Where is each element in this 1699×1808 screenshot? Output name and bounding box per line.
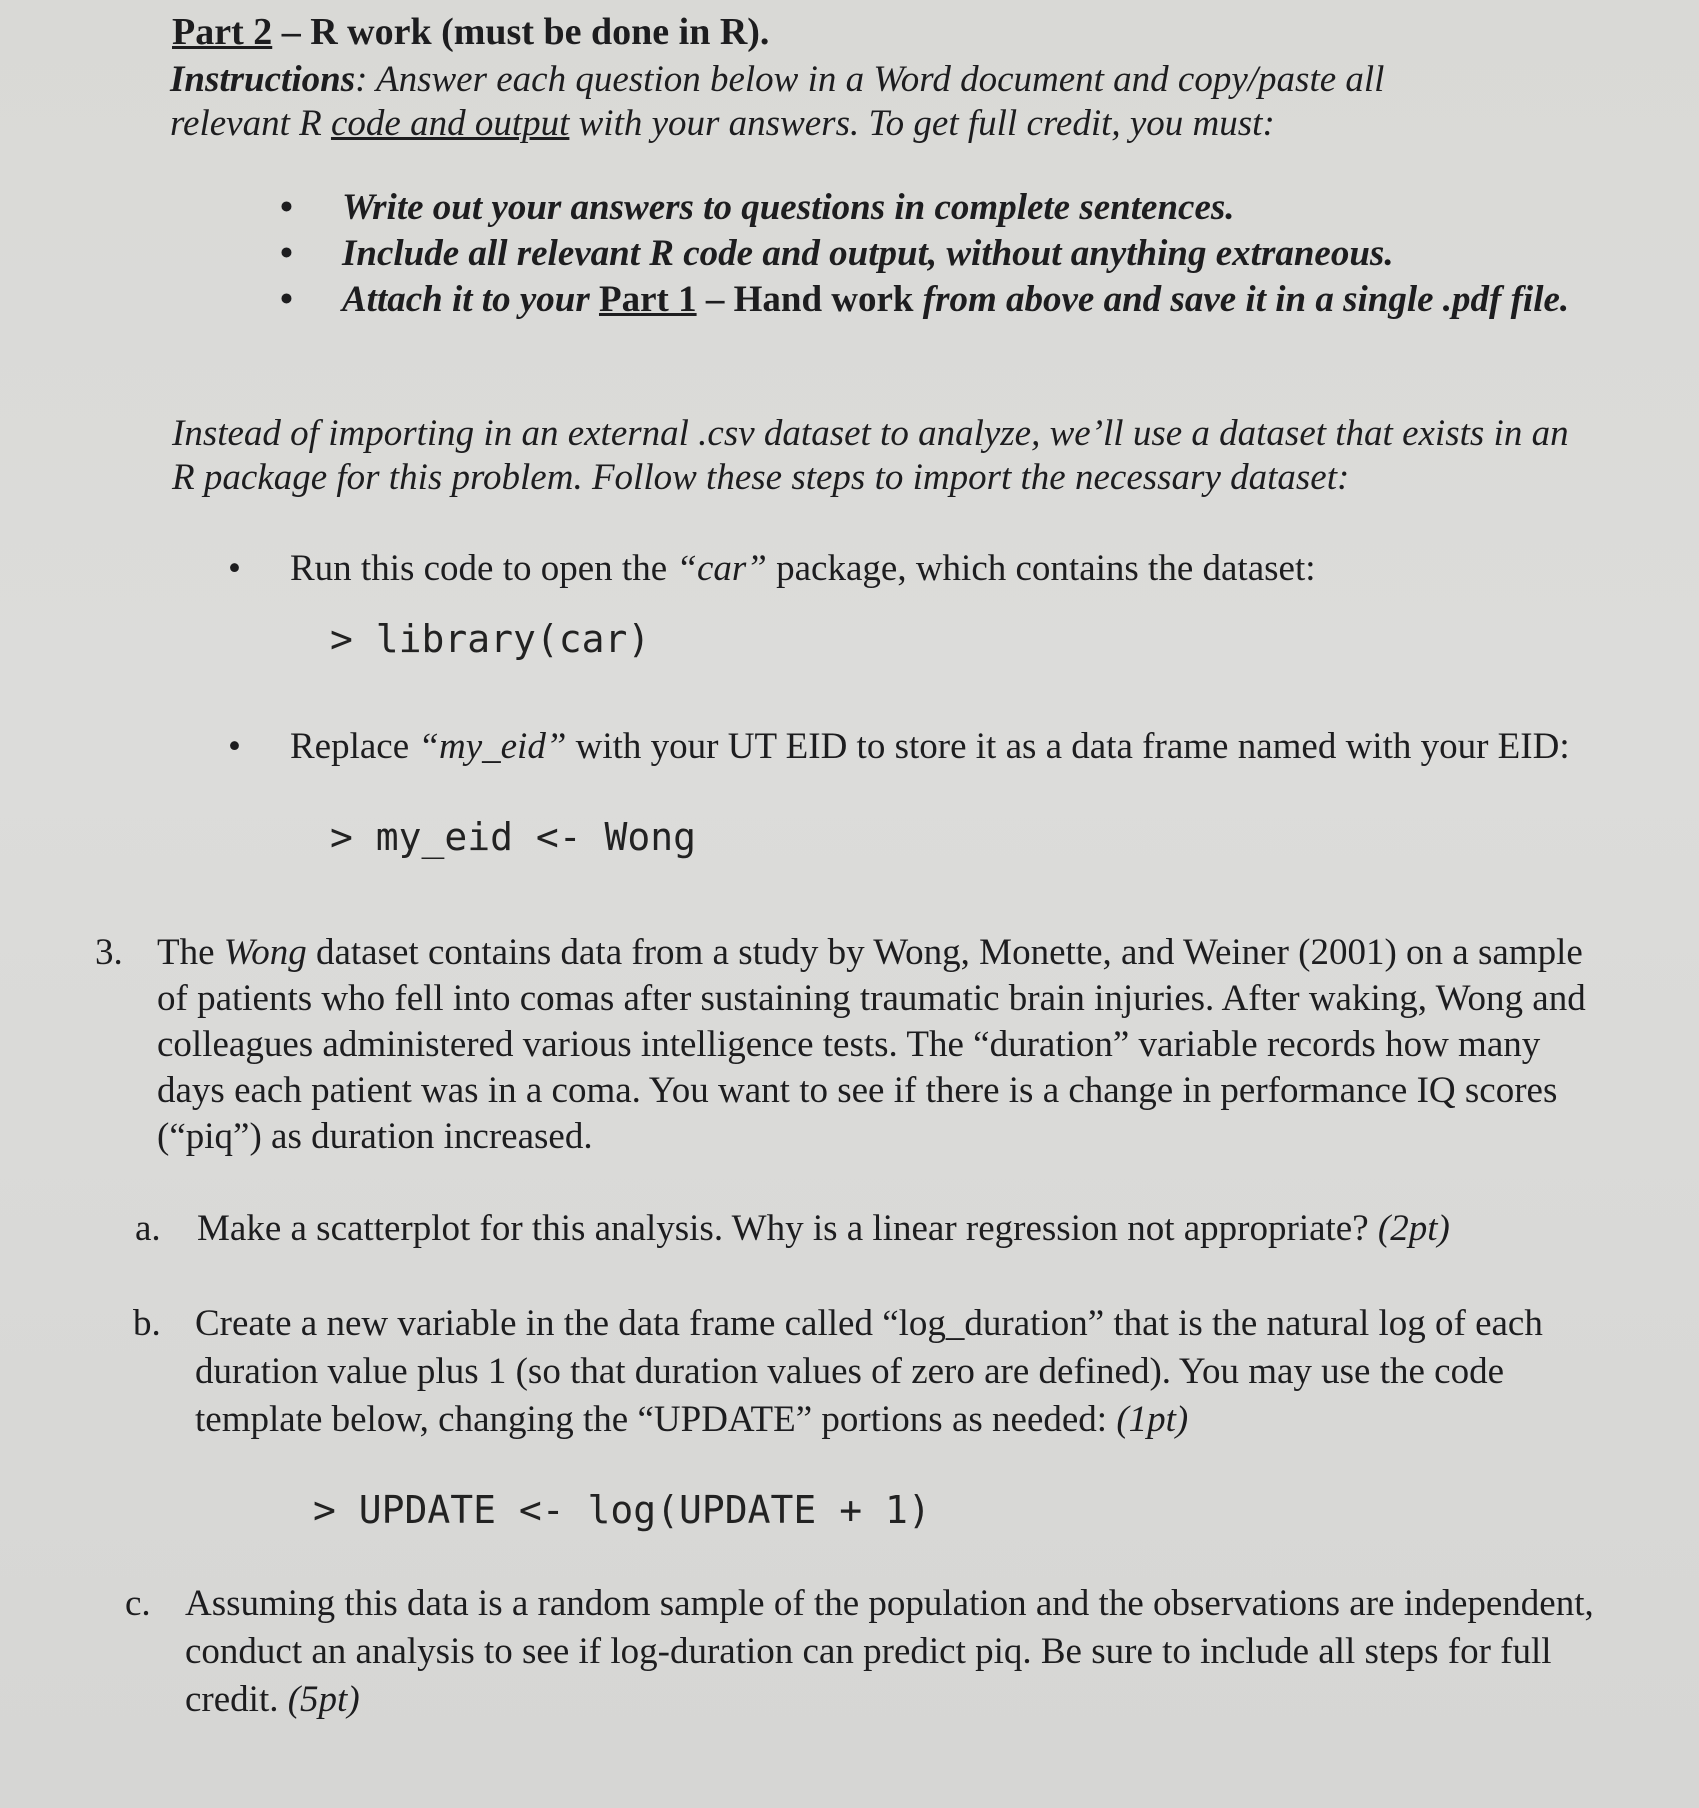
points-label: (2pt) [1377,1208,1450,1249]
step-italic: “car” [676,548,767,589]
bullet-icon: • [228,548,241,589]
instructions-text-b: with your answers. To get full credit, you must: [569,103,1275,144]
part-text [185,1580,1595,1724]
dataset-name: Wong [223,932,307,973]
part-b-text: Create a new variable in the data frame called “log_duration” that is the natural log of each duration value plus 1 (so that duration values of zero are defined). You may use the code template below, changing the “UPDATE” portions as needed: [195,1303,1543,1440]
part-label: Part 2 [172,11,273,53]
list-item [228,548,1608,660]
part-a-text: Make a scatterplot for this analysis. Why is a linear regression not appropriate? [197,1208,1378,1249]
step-text-b: package, which contains the dataset: [766,548,1316,589]
requirements-list [280,188,1580,326]
points-label: (5pt) [287,1679,360,1720]
part-letter: b. [133,1303,161,1344]
step-text-a: Replace [290,726,419,767]
part-c-text: Assuming this data is a random sample of the population and the observations are independent, conduct an analysis to see if log-duration can predict piq. Be sure to include all steps for full credit. [185,1583,1594,1720]
bullet-icon: • [280,187,293,228]
section-title [172,10,769,54]
instructions-underlined: code and output [330,103,570,144]
bullet-icon: • [280,279,293,320]
question-3 [95,930,1595,1160]
points-label: (1pt) [1116,1399,1189,1440]
code-line: > my_eid <- Wong [330,815,697,859]
list-item [280,280,1580,320]
requirement-text-c: from above and save it in a single .pdf file. [922,279,1570,320]
part-c [125,1580,1595,1724]
part-b [133,1300,1603,1534]
part-letter: a. [135,1208,161,1249]
question-text-b: dataset contains data from a study by Wong, Monette, and Weiner (2001) on a sample of patients who fell into comas after sustaining traumatic brain injuries. After waking, Wong and colleagues administered various intelligence tests. The “duration” variable records how many days each patient was in a coma. You want to see if there is a change in performance IQ scores (“piq”) as duration increased. [157,932,1586,1157]
part-letter: c. [125,1583,151,1624]
bullet-icon: • [228,726,241,767]
question-text [157,930,1595,1160]
instructions-lead: Instructions [170,59,356,100]
code-line: > UPDATE <- log(UPDATE + 1) [313,1488,931,1532]
step-text-a: Run this code to open the [290,548,677,589]
question-number: 3. [95,932,123,973]
requirement-text-a: Attach it to your [342,279,599,320]
instructions-text-a: : Answer each question below in a Word document and copy/paste all relevant R [170,59,1385,144]
part1-link-text: Part 1 [598,279,697,320]
requirement-text: Include all relevant R code and output, without anything extraneous. [342,233,1394,274]
part-text [195,1300,1603,1444]
requirement-text-b: – Hand work [696,279,923,320]
bullet-icon: • [280,233,293,274]
step-text-b: with your UT EID to store it as a data frame named with your EID: [566,726,1570,767]
question-text-a: The [157,932,224,973]
part-a [135,1205,1595,1253]
code-line: > library(car) [330,617,651,661]
import-intro: Instead of importing in an external .csv dataset to analyze, we’ll use a dataset that exists in an R package for this problem. Follow these steps to import the necessary dataset: [172,413,1569,498]
instructions-paragraph [170,58,1470,146]
part-text [197,1205,1595,1253]
list-item [280,234,1580,274]
list-item [280,188,1580,228]
step-italic: “my_eid” [418,726,567,767]
list-item [228,726,1608,858]
title-rest: – R work (must be done in R). [272,11,770,53]
import-steps [228,548,1608,864]
requirement-text: Write out your answers to questions in complete sentences. [342,187,1235,228]
